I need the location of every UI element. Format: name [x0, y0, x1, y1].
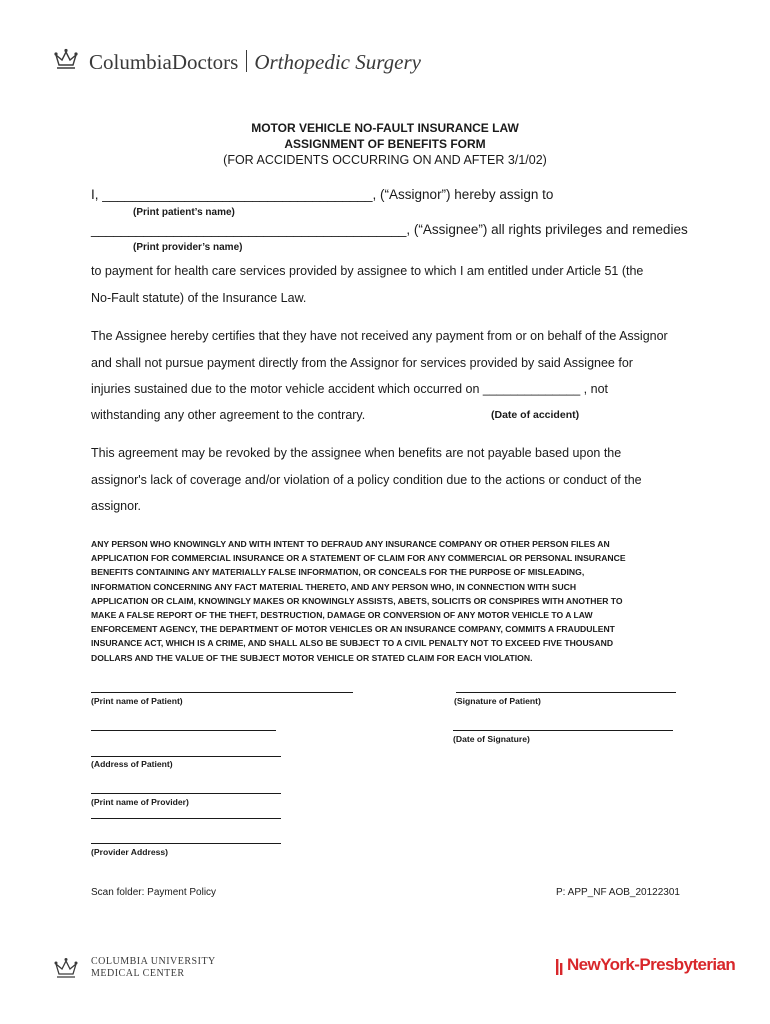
patient-address-line[interactable] [91, 756, 281, 757]
brand-divider [246, 50, 247, 72]
cumc-logo [91, 956, 216, 980]
date-signature-line[interactable] [453, 730, 673, 731]
nyp-logo-text: NewYork-Presbyterian [567, 955, 736, 974]
brand-name: ColumbiaDoctors [89, 50, 239, 74]
patient-name-line[interactable] [91, 692, 353, 693]
provider-name-line[interactable] [91, 793, 281, 794]
patient-address-label: (Address of Patient) [91, 759, 173, 769]
warning-line: APPLICATION OR CLAIM, KNOWINGLY MAKES OR KNOWINGLY ASSISTS, ABETS, SOLICITS OR CONSPIRES WITH ANOTHER TO [91, 595, 623, 606]
cert-line3[interactable]: injuries sustained due to the motor vehicle accident which occurred on ______________ , not [91, 382, 609, 396]
assignor-line[interactable]: I, ____________________________________, (“Assignor”) hereby assign to [91, 187, 554, 202]
form-title-3: (FOR ACCIDENTS OCCURRING ON AND AFTER 3/1/02) [223, 153, 547, 167]
patient-signature-label: (Signature of Patient) [454, 696, 541, 706]
provider-name-field-label: (Print name of Provider) [91, 797, 189, 807]
cumc-line2: MEDICAL CENTER [91, 968, 185, 979]
fraud-warning [91, 537, 691, 665]
provider-address-label: (Provider Address) [91, 847, 169, 857]
header-brand [89, 50, 421, 75]
form-title-1: MOTOR VEHICLE NO-FAULT INSURANCE LAW [251, 121, 519, 135]
crown-icon [53, 47, 79, 71]
cumc-line1: COLUMBIA UNIVERSITY [91, 956, 216, 967]
patient-name-field-label: (Print name of Patient) [91, 696, 183, 706]
warning-line: INSURANCE ACT, WHICH IS A CRIME, AND SHALL ALSO BE SUBJECT TO A CIVIL PENALTY NOT TO EXCEED FIVE THOUSAND [91, 638, 614, 649]
cert-line1: The Assignee hereby certifies that they have not received any payment from or on behalf of the Assignor [91, 329, 668, 343]
nyp-icon [556, 957, 564, 979]
warning-line: ENFORCEMENT AGENCY, THE DEPARTMENT OF MOTOR VEHICLES OR AN INSURANCE COMPANY, COMMITS A FRAUDULENT [91, 624, 615, 635]
cert-line2: and shall not pursue payment directly from the Assignor for services provided by said Assignee for [91, 356, 633, 370]
cumc-crown-icon [53, 956, 79, 980]
warning-line: INFORMATION CONCERNING ANY FACT MATERIAL THERETO, AND ANY PERSON WHO, IN CONNECTION WITH SUCH [91, 581, 577, 592]
warning-line: DOLLARS AND THE VALUE OF THE SUBJECT MOTOR VEHICLE OR STATED CLAIM FOR EACH VIOLATION. [91, 652, 533, 663]
date-of-accident-label: (Date of accident) [491, 409, 580, 421]
provider-name-label: (Print provider’s name) [133, 242, 243, 253]
provider-address-line-2[interactable] [91, 843, 281, 844]
extra-line[interactable] [91, 730, 276, 731]
form-title-2: ASSIGNMENT OF BENEFITS FORM [284, 137, 486, 151]
assignee-line[interactable]: __________________________________________, (“Assignee”) all rights privileges and remedies [91, 222, 688, 237]
patient-signature-line[interactable] [456, 692, 676, 693]
patient-name-label: (Print patient’s name) [133, 207, 235, 218]
revoke-line1: This agreement may be revoked by the assignee when benefits are not payable based upon the [91, 446, 622, 460]
date-signature-label: (Date of Signature) [453, 734, 530, 744]
warning-line: BENEFITS CONTAINING ANY MATERIALLY FALSE INFORMATION, OR CONCEALS FOR THE PURPOSE OF MISLEADING, [91, 567, 585, 578]
para1-line1: to payment for health care services provided by assignee to which I am entitled under Article 51 (the [91, 264, 644, 278]
brand-department: Orthopedic Surgery [254, 50, 421, 74]
revoke-line2: assignor's lack of coverage and/or violation of a policy condition due to the actions or conduct of the [91, 473, 642, 487]
warning-line: MAKE A FALSE REPORT OF THE THEFT, DESTRUCTION, DAMAGE OR CONVERSION OF ANY MOTOR VEHICLE TO A LAW [91, 610, 593, 621]
warning-line: ANY PERSON WHO KNOWINGLY AND WITH INTENT TO DEFRAUD ANY INSURANCE COMPANY OR OTHER PERSON FILES AN [91, 539, 610, 549]
para1-line2: No-Fault statute) of the Insurance Law. [91, 291, 307, 305]
scan-folder-text: Scan folder: Payment Policy [91, 887, 217, 898]
provider-address-line-1[interactable] [91, 818, 281, 819]
warning-line: APPLICATION FOR COMMERCIAL INSURANCE OR A STATEMENT OF CLAIM FOR ANY COMMERCIAL OR PERSONAL INSURANCE [91, 553, 626, 564]
document-code: P: APP_NF AOB_20122301 [556, 887, 680, 898]
revoke-line3: assignor. [91, 499, 142, 513]
cert-line4: withstanding any other agreement to the contrary. [91, 408, 366, 422]
